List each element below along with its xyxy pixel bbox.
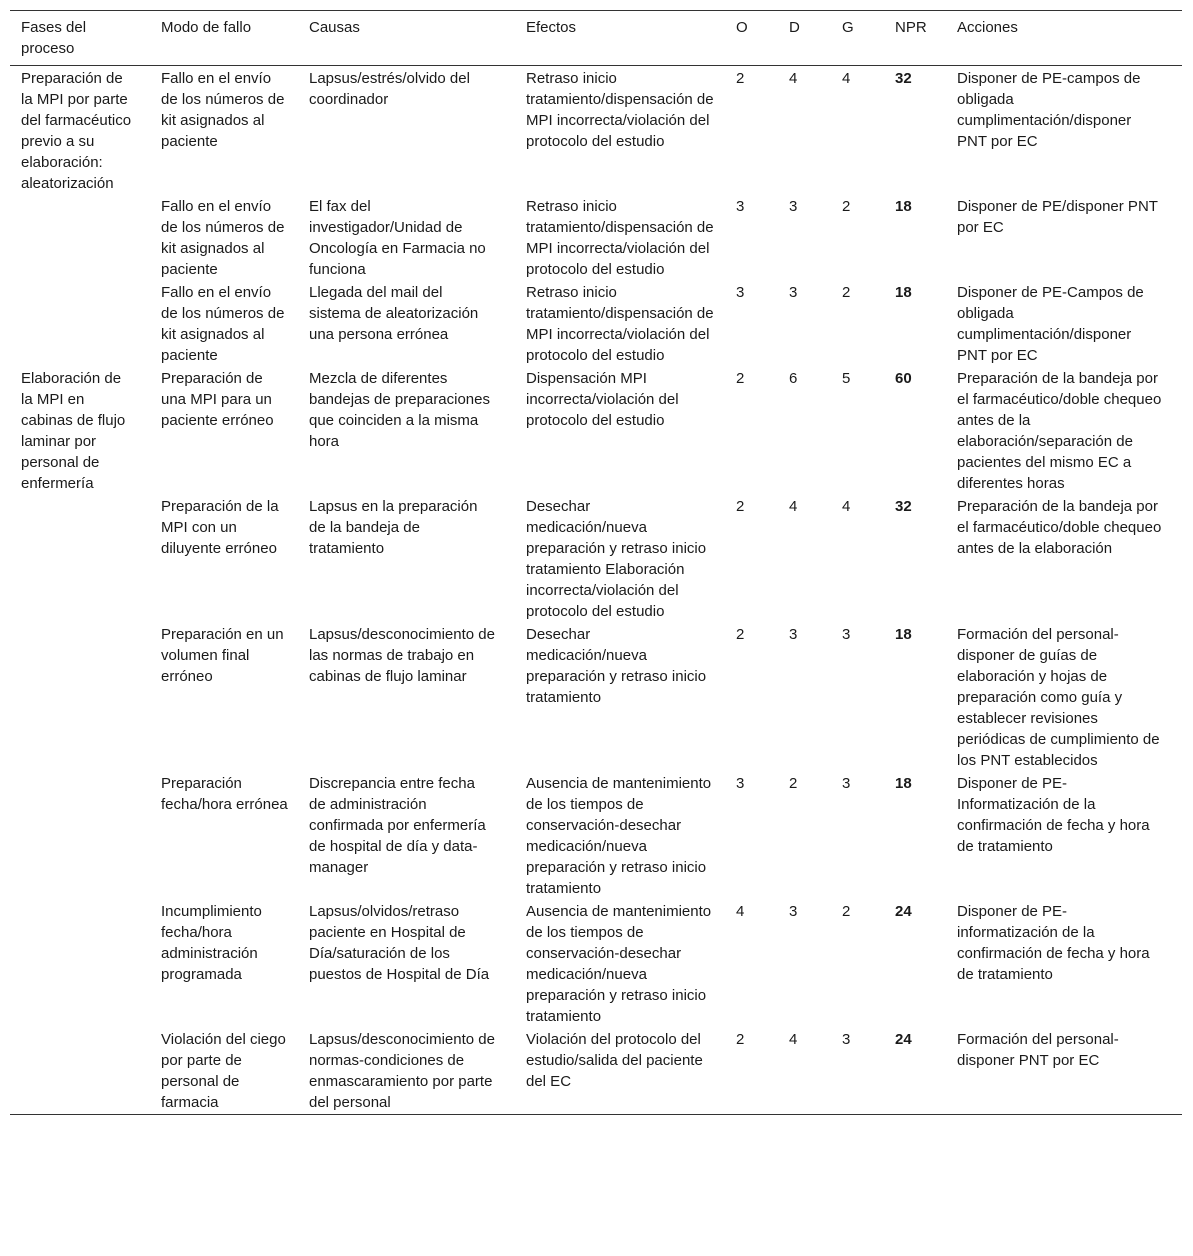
cell-causas: Lapsus/olvidos/retraso paciente en Hospital de Día/saturación de los puestos de Hospital de Día xyxy=(309,903,490,983)
cell-g: 5 xyxy=(842,370,851,387)
cell-causas: Lapsus/desconocimiento de las normas de trabajo en cabinas de flujo laminar xyxy=(309,626,495,685)
cell-causas: Discrepancia entre fecha de administración confirmada por enfermería de hospital de día y data-manager xyxy=(309,775,486,876)
cell-fase xyxy=(10,1028,150,1115)
cell-acciones: Disponer de PE-informatización de la confirmación de fecha y hora de tratamiento xyxy=(957,903,1150,983)
fmea-table xyxy=(10,10,1182,1115)
cell-npr: 60 xyxy=(895,370,912,387)
cell-fase: Elaboración de la MPI en cabinas de flujo laminar por personal de enfermería xyxy=(21,370,126,492)
cell-acciones: Disponer de PE-Informatización de la confirmación de fecha y hora de tratamiento xyxy=(957,775,1150,855)
cell-modo: Fallo en el envío de los números de kit asignados al paciente xyxy=(161,70,285,150)
fmea-table-container xyxy=(10,10,1182,1115)
header-modo: Modo de fallo xyxy=(161,19,252,36)
cell-fase xyxy=(10,772,150,900)
cell-npr: 18 xyxy=(895,284,912,301)
header-row xyxy=(10,11,1182,66)
cell-g: 2 xyxy=(842,198,851,215)
cell-o: 3 xyxy=(736,775,745,792)
cell-acciones: Disponer de PE/disponer PNT por EC xyxy=(957,198,1158,236)
table-header xyxy=(10,11,1182,66)
table-row xyxy=(10,1028,1182,1115)
cell-causas: Lapsus/estrés/olvido del coordinador xyxy=(309,70,470,108)
header-fases: Fases del proceso xyxy=(21,19,87,57)
cell-d: 6 xyxy=(789,370,798,387)
cell-efectos: Retraso inicio tratamiento/dispensación de MPI incorrecta/violación del protocolo del estudio xyxy=(526,284,714,364)
cell-o: 3 xyxy=(736,284,745,301)
cell-o: 2 xyxy=(736,626,745,643)
cell-acciones: Formación del personal-disponer PNT por EC xyxy=(957,1031,1119,1069)
table-row xyxy=(10,66,1182,196)
table-row xyxy=(10,495,1182,623)
cell-causas: El fax del investigador/Unidad de Oncología en Farmacia no funciona xyxy=(309,198,486,278)
cell-npr: 32 xyxy=(895,498,912,515)
cell-efectos: Desechar medicación/nueva preparación y retraso inicio tratamiento Elaboración incorrecta/violación del protocolo del estudio xyxy=(526,498,707,620)
cell-acciones: Formación del personal-disponer de guías de elaboración y hojas de preparación como guía y establecer revisiones periódicas de cumplimiento de los PNT establecidos xyxy=(957,626,1160,769)
header-g: G xyxy=(842,19,854,36)
cell-fase xyxy=(10,281,150,367)
cell-efectos: Desechar medicación/nueva preparación y retraso inicio tratamiento xyxy=(526,626,707,706)
cell-modo: Violación del ciego por parte de personal de farmacia xyxy=(161,1031,286,1111)
cell-g: 3 xyxy=(842,626,851,643)
cell-fase: Preparación de la MPI por parte del farmacéutico previo a su elaboración: aleatorización xyxy=(21,70,132,192)
cell-o: 2 xyxy=(736,1031,745,1048)
cell-acciones: Preparación de la bandeja por el farmacéutico/doble chequeo antes de la elaboración xyxy=(957,498,1162,557)
cell-g: 3 xyxy=(842,775,851,792)
cell-efectos: Retraso inicio tratamiento/dispensación de MPI incorrecta/violación del protocolo del estudio xyxy=(526,70,714,150)
table-body xyxy=(10,66,1182,1115)
cell-npr: 18 xyxy=(895,775,912,792)
cell-o: 3 xyxy=(736,198,745,215)
cell-modo: Preparación fecha/hora errónea xyxy=(161,775,288,813)
cell-modo: Fallo en el envío de los números de kit asignados al paciente xyxy=(161,284,285,364)
cell-d: 3 xyxy=(789,284,798,301)
header-efectos: Efectos xyxy=(526,19,577,36)
cell-o: 2 xyxy=(736,70,745,87)
cell-g: 4 xyxy=(842,70,851,87)
cell-d: 3 xyxy=(789,626,798,643)
table-row xyxy=(10,195,1182,281)
cell-efectos: Dispensación MPI incorrecta/violación del protocolo del estudio xyxy=(526,370,679,429)
table-row xyxy=(10,367,1182,495)
cell-g: 2 xyxy=(842,903,851,920)
cell-acciones: Disponer de PE-Campos de obligada cumplimentación/disponer PNT por EC xyxy=(957,284,1144,364)
table-row xyxy=(10,772,1182,900)
cell-d: 3 xyxy=(789,198,798,215)
cell-npr: 24 xyxy=(895,1031,912,1048)
header-o: O xyxy=(736,19,748,36)
cell-causas: Mezcla de diferentes bandejas de preparaciones que coinciden a la misma hora xyxy=(309,370,490,450)
cell-fase xyxy=(10,900,150,1028)
cell-fase xyxy=(10,495,150,623)
cell-acciones: Disponer de PE-campos de obligada cumplimentación/disponer PNT por EC xyxy=(957,70,1141,150)
cell-npr: 32 xyxy=(895,70,912,87)
table-row xyxy=(10,281,1182,367)
cell-d: 4 xyxy=(789,1031,798,1048)
table-row xyxy=(10,623,1182,772)
cell-d: 3 xyxy=(789,903,798,920)
cell-g: 4 xyxy=(842,498,851,515)
cell-d: 2 xyxy=(789,775,798,792)
cell-modo: Preparación de una MPI para un paciente erróneo xyxy=(161,370,274,429)
header-causas: Causas xyxy=(309,19,360,36)
cell-modo: Preparación de la MPI con un diluyente erróneo xyxy=(161,498,279,557)
cell-g: 2 xyxy=(842,284,851,301)
cell-fase xyxy=(10,623,150,772)
cell-efectos: Retraso inicio tratamiento/dispensación de MPI incorrecta/violación del protocolo del estudio xyxy=(526,198,714,278)
cell-o: 2 xyxy=(736,370,745,387)
cell-acciones: Preparación de la bandeja por el farmacéutico/doble chequeo antes de la elaboración/separación de pacientes del mismo EC a diferentes horas xyxy=(957,370,1162,492)
cell-modo: Fallo en el envío de los números de kit asignados al paciente xyxy=(161,198,285,278)
cell-causas: Lapsus/desconocimiento de normas-condiciones de enmascaramiento por parte del personal xyxy=(309,1031,495,1111)
cell-fase xyxy=(10,195,150,281)
cell-o: 2 xyxy=(736,498,745,515)
cell-efectos: Violación del protocolo del estudio/salida del paciente del EC xyxy=(526,1031,703,1090)
cell-causas: Lapsus en la preparación de la bandeja de tratamiento xyxy=(309,498,478,557)
cell-npr: 24 xyxy=(895,903,912,920)
cell-g: 3 xyxy=(842,1031,851,1048)
cell-o: 4 xyxy=(736,903,745,920)
cell-modo: Preparación en un volumen final erróneo xyxy=(161,626,284,685)
cell-d: 4 xyxy=(789,70,798,87)
cell-causas: Llegada del mail del sistema de aleatorización una persona errónea xyxy=(309,284,479,343)
header-npr: NPR xyxy=(895,19,927,36)
table-row xyxy=(10,900,1182,1028)
cell-npr: 18 xyxy=(895,626,912,643)
header-d: D xyxy=(789,19,800,36)
cell-npr: 18 xyxy=(895,198,912,215)
cell-efectos: Ausencia de mantenimiento de los tiempos de conservación-desechar medicación/nueva preparación y retraso inicio tratamiento xyxy=(526,775,712,897)
header-acciones: Acciones xyxy=(957,19,1018,36)
cell-modo: Incumplimiento fecha/hora administración programada xyxy=(161,903,262,983)
cell-efectos: Ausencia de mantenimiento de los tiempos de conservación-desechar medicación/nueva preparación y retraso inicio tratamiento xyxy=(526,903,712,1025)
cell-d: 4 xyxy=(789,498,798,515)
